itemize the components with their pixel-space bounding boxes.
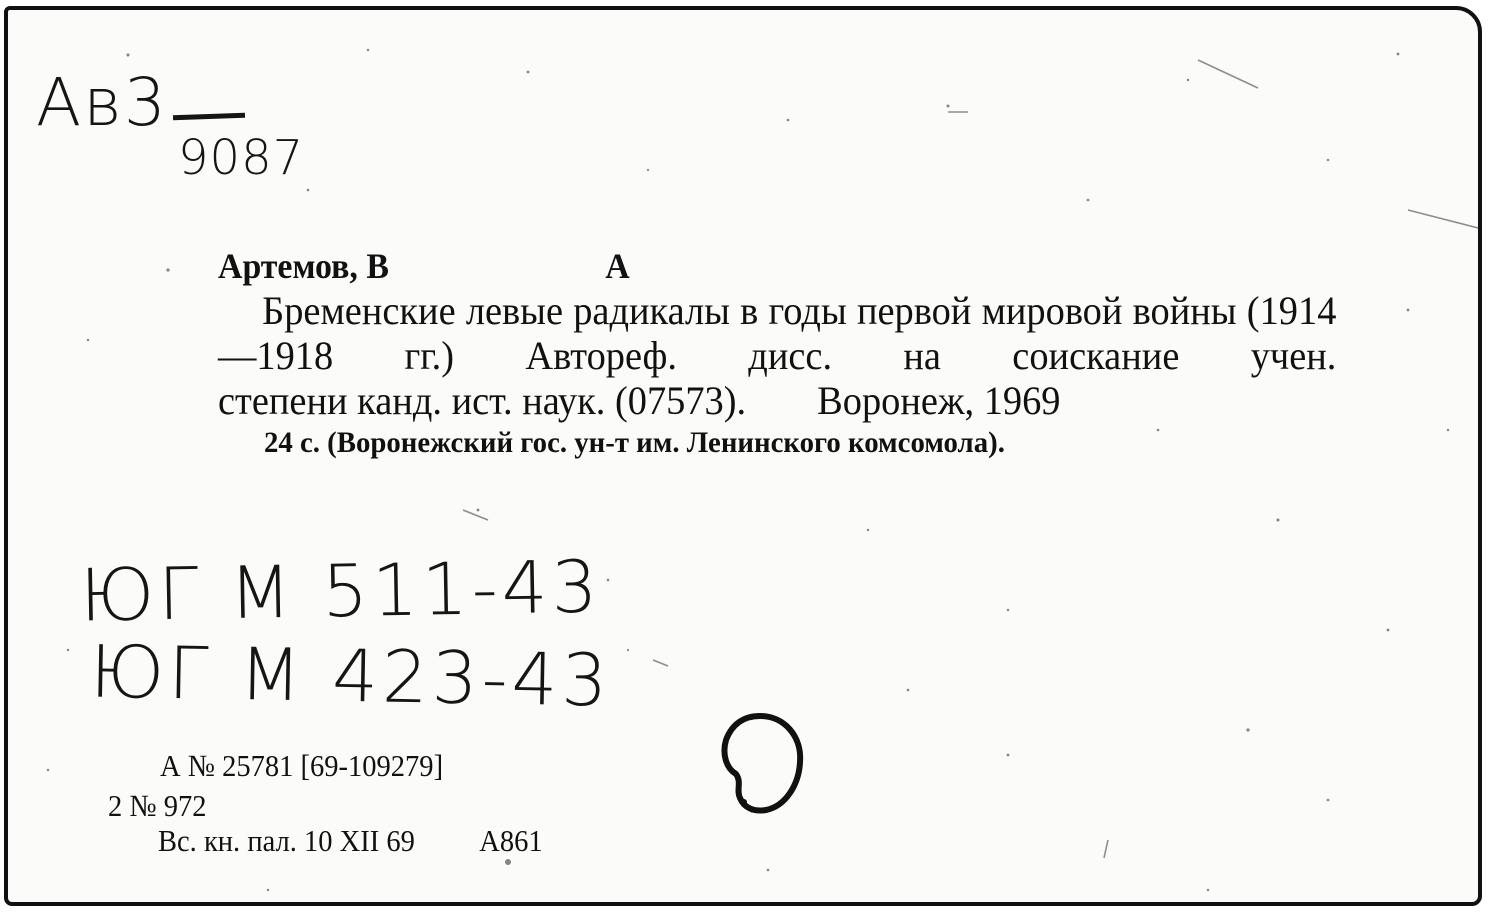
- accession-number: А № 25781 [69-109279]: [160, 748, 444, 783]
- handwritten-code-1: ЮГ М 511-43: [79, 544, 602, 638]
- registry-code: А861: [479, 823, 543, 858]
- author-name: Артемов, В: [218, 246, 389, 286]
- registry-line: [158, 825, 543, 856]
- author-initial: А: [605, 246, 630, 286]
- registry-chamber: Вс. кн. пал. 10 XII 69: [158, 823, 415, 858]
- copy-number: 2 № 972: [108, 788, 207, 823]
- author-heading: [218, 244, 1313, 288]
- circle-stamp-icon: [714, 710, 806, 816]
- title-statement: Бременские левые радикалы в годы первой мировой войны (1914—1918 гг.) Автореф. дисс. на соискание учен.: [218, 288, 1337, 378]
- bibliographic-entry: [218, 244, 1383, 463]
- title-statement-end: [218, 378, 1336, 423]
- catalog-card: [4, 6, 1482, 906]
- collation-note: 24 с. (Воронежский гос. ун-т им. Ленинского комсомола).: [264, 426, 1005, 459]
- place-year: Воронеж, 1969: [817, 378, 1061, 423]
- handwritten-code-2: ЮГ М 423-43: [89, 629, 612, 723]
- shelf-mark-top: Ав3: [36, 64, 168, 141]
- title-statement-last-line: степени канд. ист. наук. (07573).: [218, 378, 747, 423]
- shelf-mark-bottom: 9087: [178, 130, 305, 186]
- shelf-mark-divider: [173, 113, 245, 121]
